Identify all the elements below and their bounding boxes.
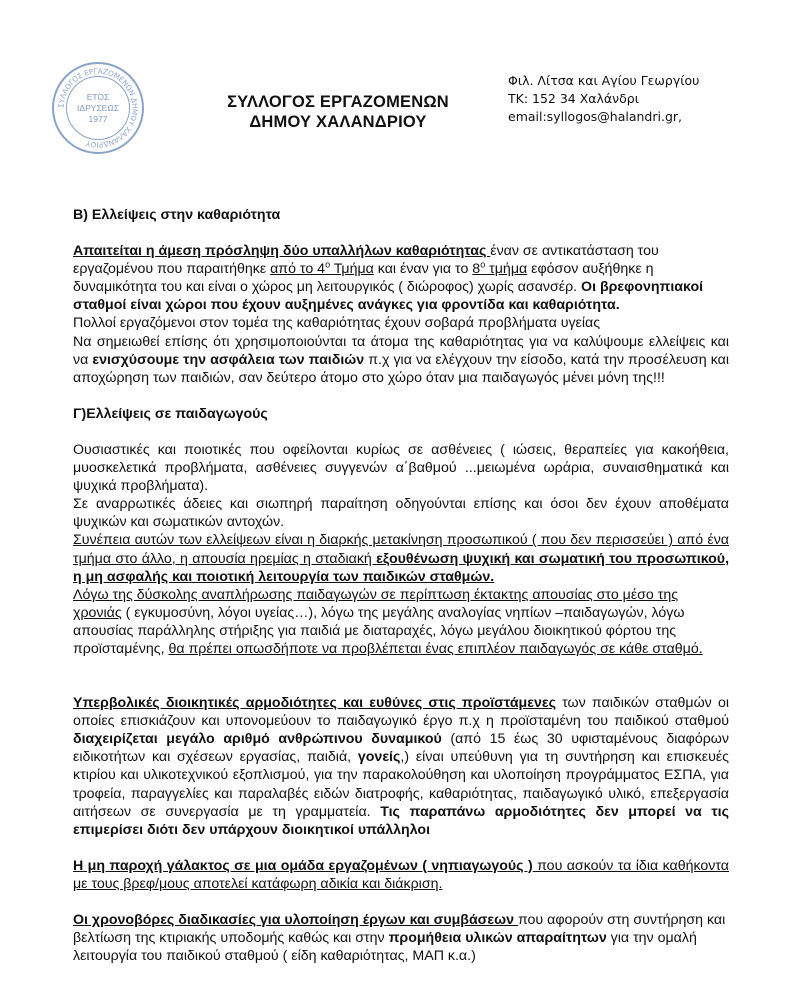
seal-line-3: 1977: [88, 113, 108, 124]
section-g-paragraph-3: Συνέπεια αυτών των ελλείψεων είναι η διαρκής μετακίνηση προσωπικού ( που δεν περισσεύει ) από ένα τμήμα στο άλλο, η απουσία ηρεμίας η σταδιακή εξουθένωση ψυχική και σωματική του προσωπικού, η μη ασφαλής και ποιοτική λειτουργία των παιδικών σταθμών.: [73, 532, 730, 585]
union-seal: [52, 62, 144, 154]
admin-duties-paragraph: Υπερβολικές διοικητικές αρμοδιότητες και ευθύνες στις προϊστάμενες των παιδικών σταθμών οι οποίες επισκιάζουν και υπονομεύουν το παιδαγωγικό έργο π.χ η προϊσταμένη του παιδικού σταθμού διαχειρίζεται μεγάλο αριθμό ανθρώπινου δυναμικού (από 15 έως 30 υφισταμένους διαφόρων ειδικοτήτων και σχέσεων εργασίας, παιδιά, γονείς,) είναι υπεύθυνη για τη συντήρηση και επισκευές κτιρίου και υλικοτεχνικού εξοπλισμού, για την παρακολούθηση και υλοποίηση προγράμματος ΕΣΠΑ, για τροφεία, παραγγελίες και παραλαβές ειδών διατροφής, καθαριότητας, παιδαγωγικό υλικό, επεξεργασία αιτήσεων σε συνεργασία με τη γραμματεία. Τις παραπάνω αρμοδιότητες δεν μπορεί να τις επιμερίσει διότι δεν υπάρχουν διοικητικοί υπάλληλοι: [73, 695, 729, 838]
contact-block: [508, 72, 699, 126]
document-body: [73, 206, 729, 965]
title-line-2: ΔΗΜΟΥ ΧΑΛΑΝΔΡΙΟΥ: [249, 113, 427, 131]
seal-line-1: ΕΤΟΣ: [86, 91, 110, 102]
svg-text:ΣΥΛΛΟΓΟΣ ΕΡΓΑΖΟΜΕΝΩΝ ΔΗΜΟΥ ΧΑΛ: ΣΥΛΛΟΓΟΣ ΕΡΓΑΖΟΜΕΝΩΝ ΔΗΜΟΥ ΧΑΛΑΝΔΡΙΟΥ: [56, 66, 140, 150]
seal-center: [66, 76, 130, 140]
title-line-1: ΣΥΛΛΟΓΟΣ ΕΡΓΑΖΟΜΕΝΩΝ: [227, 93, 449, 111]
milk-paragraph: Η μη παροχή γάλακτος σε μια ομάδα εργαζομένων ( νηπιαγωγούς ) που ασκούν τα ίδια καθήκοντα με τους βρεφ/μους αποτελεί κατάφωρη αδικία και διάκριση.: [73, 857, 729, 892]
section-b-paragraph-2: Πολλοί εργαζόμενοι στον τομέα της καθαριότητας έχουν σοβαρά προβλήματα υγείας: [73, 315, 601, 332]
seal-line-2: ΙΔΡΥΣΕΩΣ: [77, 102, 119, 113]
postal-code: ΤΚ: 152 34 Χαλάνδρι: [508, 91, 639, 106]
section-g-paragraph-1: Ουσιαστικές και ποιοτικές που οφείλονται κυρίως σε ασθένειες ( ιώσεις, θεραπείες για κακοήθεια, μυοσκελετικά προβλήματα, ασθένειες συγγενών α΄βαθμού ...μειωμένα ωράρια, συναισθηματικά και ψυχικά προβλήματα).: [73, 441, 729, 495]
section-g-paragraph-2: Σε αναρρωτικές άδειες και σιωπηρή παραίτηση οδηγούνται επίσης και όσοι δεν έχουν αποθέματα ψυχικών και σωματικών αντοχών.: [73, 496, 729, 531]
section-g-heading: Γ)Ελλείψεις σε παιδαγωγούς: [73, 405, 268, 422]
section-b-heading: Β) Ελλείψεις στην καθαριότητα: [73, 207, 281, 223]
section-g-paragraph-4: Λόγω της δύσκολης αναπλήρωσης παιδαγωγών σε περίπτωση έκτακτης απουσίας στο μέσο της χρονιάς ( εγκυμοσύνη, λόγοι υγείας…), λόγω της μεγάλης αναλογίας νηπίων –παιδαγωγών, λόγω απουσίας παράλληλης στήριξης για παιδιά με διαταραχές, λόγω μεγάλου διοικητικού φόρτου της προϊσταμένης, θα πρέπει οπωσδήποτε να προβλέπεται ένας επιπλέον παιδαγωγός σε κάθε σταθμό.: [73, 586, 703, 657]
email: email:syllogos@halandri.gr,: [508, 109, 682, 124]
procurement-paragraph: Οι χρονοβόρες διαδικασίες για υλοποίηση έργων και συμβάσεων που αφορούν στη συντήρηση και βελτίωση της κτιριακής υποδομής καθώς και στην προμήθεια υλικών απαραίτητων για την ομαλή λειτουργία του παιδικού σταθμού ( είδη καθαριότητας, ΜΑΠ κ.α.): [73, 912, 726, 965]
section-b-paragraph-1: Απαιτείται η άμεση πρόσληψη δύο υπαλλήλων καθαριότητας έναν σε αντικατάσταση του εργαζομένου που παραιτήθηκε από το $4^o$ Τμήμα και έναν για το $8^o$ τμήμα εφόσον αυξήθηκε η δυναμικότητα του και είναι ο χώρος μη λειτουργικός ( διώροφος) χωρίς ασανσέρ. Οι βρεφονηπιακοί σταθμοί είναι χώροι που έχουν αυξημένες ανάγκες για φροντίδα και καθαριότητα.: [73, 243, 704, 314]
address: Φιλ. Λίτσα και Αγίου Γεωργίου: [508, 73, 700, 88]
section-b-paragraph-3: Να σημειωθεί επίσης ότι χρησιμοποιούνται τα άτομα της καθαριότητας για να καλύψουμε ελλείψεις και να ενισχύσουμε την ασφάλεια των παιδιών π.χ για να ελέγχουν την είσοδο, κατά την προσέλευση και αποχώρηση των παιδιών, σαν δεύτερο άτομο στο χώρο όταν μια παιδαγωγός μένει μόνη της!!!: [73, 333, 729, 386]
organization-title: [218, 92, 458, 132]
